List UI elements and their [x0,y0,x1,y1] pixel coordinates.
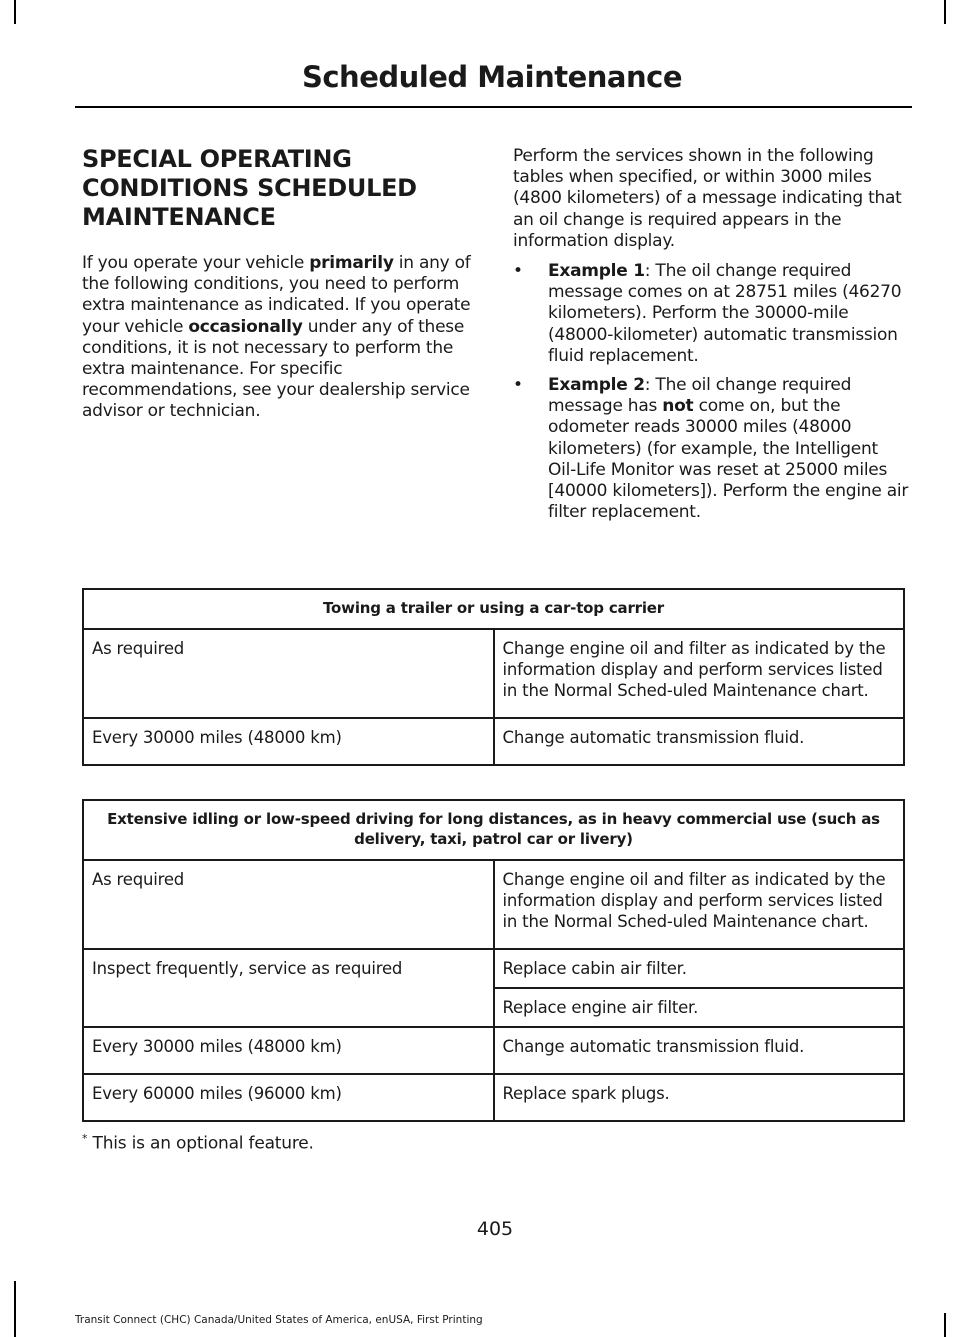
services-paragraph: Perform the services shown in the following tables when specified, or within 3000 miles (4800 kilometers) of a message indicating that an oil change is required appears in the information display. [513,146,902,251]
table-cell-action: Change automatic transmission fluid. [494,1027,905,1074]
intro-text-3: under any of these conditions, it is not necessary to perform the extra maintenance. For specific recommendations, see your dealership service advisor or technician. [82,316,470,422]
header-rule [75,106,912,108]
section-title-line-1: SPECIAL OPERATING [82,145,352,173]
example-1-text: : The oil change required message comes on at 28751 miles (46270 kilometers). Perform the 30000-mile (48000-kilometer) automatic transmission fluid replacement. [548,261,902,366]
page-header-title: Scheduled Maintenance [301,60,682,94]
bullet-icon: • [513,261,523,282]
table-cell-when: Every 60000 miles (96000 km) [83,1074,494,1121]
example-2-label: Example 2 [548,375,645,396]
footnote-text: This is an optional feature. [87,1133,314,1154]
example-2-emphasis-not: not [662,396,694,417]
intro-emphasis-occasionally: occasionally [188,316,303,337]
table-row [83,718,904,765]
table-row [83,1027,904,1074]
table-header-row [83,589,904,629]
table-cell-action: Replace spark plugs. [494,1074,905,1121]
table-header: Towing a trailer or using a car-top carrier [83,589,904,629]
table-cell-action: Change automatic transmission fluid. [494,718,905,765]
footnote-mark: * [82,1132,88,1145]
left-column [82,145,482,423]
table-header-row [83,800,904,860]
intro-emphasis-primarily: primarily [309,253,394,273]
example-2-text-a: : The oil change required message has [548,375,852,417]
intro-text-1: If you operate your vehicle [82,253,310,273]
example-1-label: Example 1 [548,261,645,282]
table-cell-when: Inspect frequently, service as required [83,949,494,1027]
table-row [83,949,904,988]
towing-maintenance-table [82,588,905,766]
table-cell-when: Every 30000 miles (48000 km) [83,718,494,765]
section-title-line-2: CONDITIONS SCHEDULED [82,174,417,202]
table-row [83,1074,904,1121]
table-cell-action: Change engine oil and filter as indicated by the information display and perform services listed in the Normal Sched-uled Maintenance chart. [494,860,905,949]
table-header: Extensive idling or low-speed driving for long distances, as in heavy commercial use (such as delivery, taxi, patrol car or livery) [83,800,904,860]
list-item-example-2 [513,375,911,523]
table-cell-when: As required [83,629,494,718]
intro-paragraph [82,253,482,423]
section-title [82,145,482,232]
crop-mark-top-right [944,0,946,24]
idling-maintenance-table [82,799,905,1122]
crop-mark-bottom-right [944,1313,946,1337]
intro-text-2: in any of the following conditions, you need to perform extra maintenance as indicated. If you operate your vehicle [82,253,471,337]
table-cell-action: Replace cabin air filter. [494,949,905,988]
table-cell-action: Change engine oil and filter as indicated by the information display and perform services listed in the Normal Sched-uled Maintenance chart. [494,629,905,718]
example-2-text-b: come on, but the odometer reads 30000 miles (48000 kilometers) (for example, the Intelligent Oil-Life Monitor was reset at 25000 miles [40000 kilometers]). Perform the engine air filter replacement. [548,396,909,523]
table-cell-action: Replace engine air filter. [494,988,905,1027]
crop-mark-top-left [14,0,16,24]
bullet-icon: • [513,375,523,396]
print-footer: Transit Connect (CHC) Canada/United States of America, enUSA, First Printing [75,1314,483,1326]
page-number: 405 [476,1218,514,1240]
examples-list [513,261,911,523]
table-cell-when: Every 30000 miles (48000 km) [83,1027,494,1074]
table-row [83,860,904,949]
list-item-example-1 [513,261,911,367]
footnote [82,1132,314,1154]
table-cell-when: As required [83,860,494,949]
crop-mark-bottom-left [14,1281,16,1337]
section-title-line-3: MAINTENANCE [82,203,276,231]
right-column [513,146,911,531]
table-row [83,629,904,718]
